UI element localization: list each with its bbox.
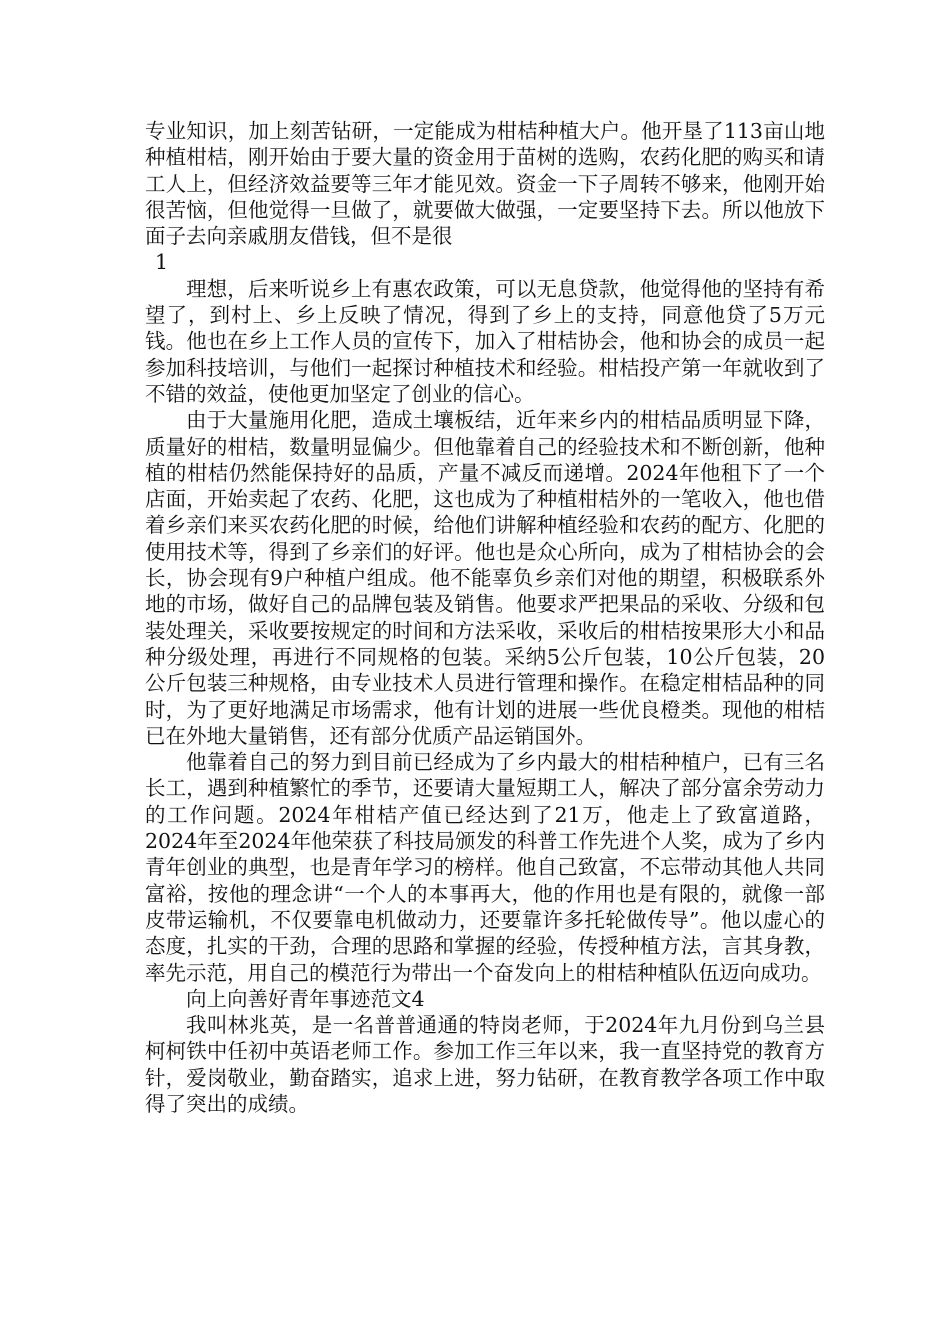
paragraph: 我叫林兆英，是一名普普通通的特岗老师，于2024年九月份到乌兰县柯柯铁中任初中英语老师工作。参加工作三年以来，我一直坚持党的教育方针，爱岗敬业，勤奋踏实，追求上进，努力钻研，在教育教学各项工作中取得了突出的成绩。 bbox=[145, 1013, 825, 1116]
document-body bbox=[145, 118, 825, 1117]
paragraph: 由于大量施用化肥，造成土壤板结，近年来乡内的柑桔品质明显下降，质量好的柑桔，数量明显偏少。但他靠着自己的经验技术和不断创新，他种植的柑桔仍然能保持好的品质，产量不减反而递增。2024年他租下了一个店面，开始卖起了农药、化肥，这也成为了种植柑桔外的一笔收入，他也借着乡亲们来买农药化肥的时候，给他们讲解种植经验和农药的配方、化肥的使用技术等，得到了乡亲们的好评。他也是众心所向，成为了柑桔协会的会长，协会现有9户种植户组成。他不能辜负乡亲们对他的期望，积极联系外地的市场，做好自己的品牌包装及销售。他要求严把果品的采收、分级和包装处理关，采收要按规定的时间和方法采收，采收后的柑桔按果形大小和品种分级处理，再进行不同规格的包装。采纳5公斤包装，10公斤包装，20公斤包装三种规格，由专业技术人员进行管理和操作。在稳定柑桔品种的同时，为了更好地满足市场需求，他有计划的进展一些优良橙类。现他的柑桔已在外地大量销售，还有部分优质产品运销国外。 bbox=[145, 408, 825, 748]
paragraph: 理想，后来听说乡上有惠农政策，可以无息贷款，他觉得他的坚持有希望了，到村上、乡上反映了情况，得到了乡上的支持，同意他贷了5万元钱。他也在乡上工作人员的宣传下，加入了柑桔协会，他和协会的成员一起参加科技培训，与他们一起探讨种植技术和经验。柑桔投产第一年就收到了不错的效益，使他更加坚定了创业的信心。 bbox=[145, 276, 825, 406]
page-number: 1 bbox=[155, 250, 169, 275]
paragraph: 他靠着自己的努力到目前已经成为了乡内最大的柑桔种植户，已有三名长工，遇到种植繁忙的季节，还要请大量短期工人，解决了部分富余劳动力的工作问题。2024年柑桔产值已经达到了21万，他走上了致富道路，2024年至2024年他荣获了科技局颁发的科普工作先进个人奖，成为了乡内青年创业的典型，也是青年学习的榜样。他自己致富，不忘带动其他人共同富裕，按他的理念讲“一个人的本事再大，他的作用也是有限的，就像一部皮带运输机，不仅要靠电机做动力，还要靠许多托轮做传导”。他以虚心的态度，扎实的干劲，合理的思路和掌握的经验，传授种植方法，言其身教，率先示范，用自己的模范行为带出一个奋发向上的柑桔种植队伍迈向成功。 bbox=[145, 750, 825, 985]
section-heading: 向上向善好青年事迹范文4 bbox=[186, 986, 425, 1011]
paragraph-continued: 专业知识，加上刻苦钻研，一定能成为柑桔种植大户。他开垦了113亩山地种植柑桔，刚开始由于要大量的资金用于苗树的选购，农药化肥的购买和请工人上，但经济效益要等三年才能见效。资金一下子周转不够来，他刚开始很苦恼，但他觉得一旦做了，就要做大做强，一定要坚持下去。所以他放下面子去向亲戚朋友借钱，但不是很 bbox=[145, 119, 825, 249]
